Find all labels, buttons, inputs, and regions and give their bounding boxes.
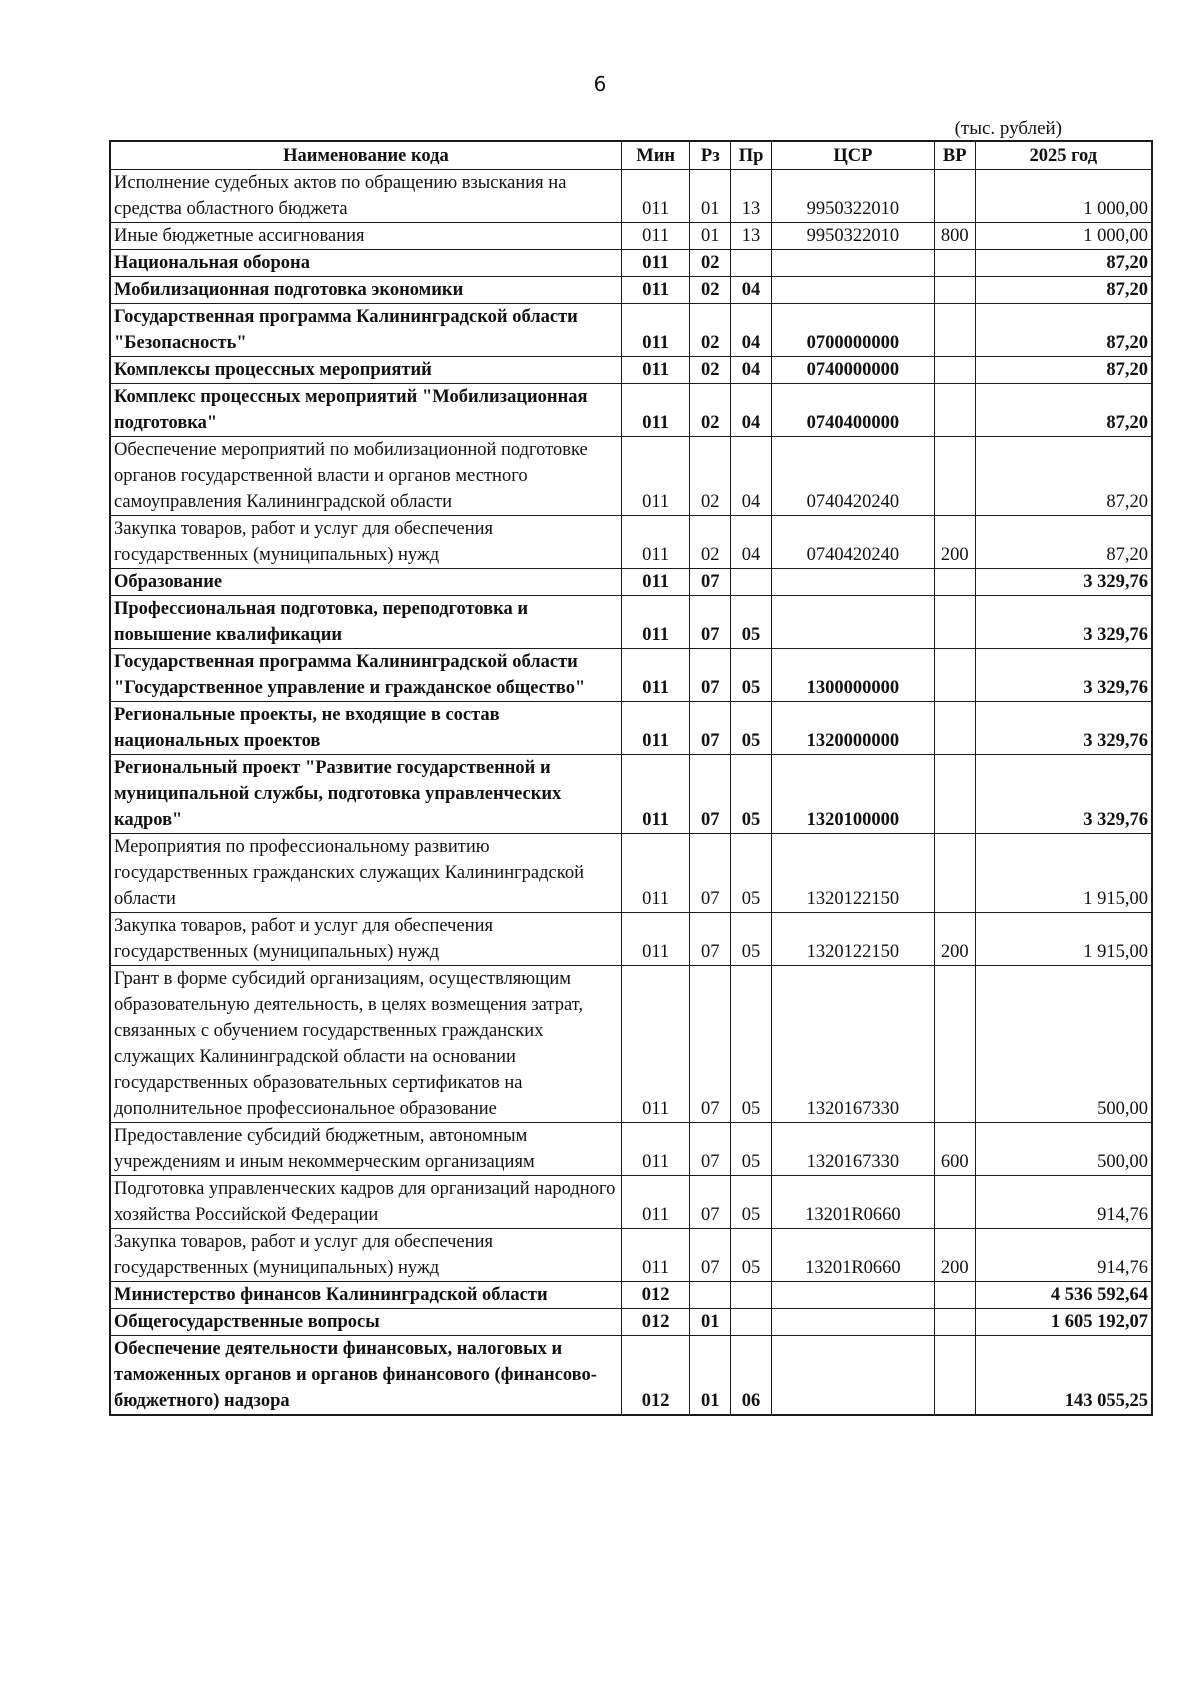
table-row	[110, 1176, 1152, 1229]
row-name-cell: Комплекс процессных мероприятий "Мобилизационная подготовка"	[110, 384, 621, 437]
row-name-cell: Подготовка управленческих кадров для организаций народного хозяйства Российской Федерации	[110, 1176, 621, 1229]
row-csr-cell: 1320167330	[771, 966, 934, 1123]
table-row	[110, 702, 1152, 755]
row-csr-cell: 13201R0660	[771, 1229, 934, 1282]
row-vr-cell: 800	[934, 223, 975, 250]
row-name-cell: Государственная программа Калининградской области "Безопасность"	[110, 304, 621, 357]
row-sum-cell: 3 329,76	[975, 596, 1152, 649]
row-sum-cell: 87,20	[975, 277, 1152, 304]
row-vr-cell	[934, 277, 975, 304]
row-rz-cell: 02	[690, 384, 731, 437]
row-csr-cell: 0740420240	[771, 437, 934, 516]
row-vr-cell	[934, 569, 975, 596]
row-vr-cell	[934, 1282, 975, 1309]
row-rz-cell: 07	[690, 755, 731, 834]
table-header-row	[110, 141, 1152, 170]
row-csr-cell: 0700000000	[771, 304, 934, 357]
row-vr-cell	[934, 596, 975, 649]
row-pr-cell: 05	[731, 913, 772, 966]
row-rz-cell: 07	[690, 1123, 731, 1176]
row-csr-cell	[771, 596, 934, 649]
row-csr-cell	[771, 1309, 934, 1336]
table-row	[110, 170, 1152, 223]
row-rz-cell: 01	[690, 1309, 731, 1336]
table-row	[110, 250, 1152, 277]
row-pr-cell: 05	[731, 834, 772, 913]
row-name-cell: Обеспечение деятельности финансовых, налоговых и таможенных органов и органов финансового (финансово-бюджетного) надзора	[110, 1336, 621, 1416]
row-min-cell: 011	[621, 223, 690, 250]
row-rz-cell: 07	[690, 1229, 731, 1282]
row-pr-cell: 04	[731, 437, 772, 516]
row-min-cell: 011	[621, 596, 690, 649]
row-min-cell: 011	[621, 913, 690, 966]
row-rz-cell: 01	[690, 170, 731, 223]
table-row	[110, 834, 1152, 913]
row-rz-cell: 07	[690, 569, 731, 596]
row-name-cell: Профессиональная подготовка, переподготовка и повышение квалификации	[110, 596, 621, 649]
row-vr-cell	[934, 966, 975, 1123]
row-name-cell: Общегосударственные вопросы	[110, 1309, 621, 1336]
row-sum-cell: 87,20	[975, 437, 1152, 516]
row-rz-cell: 02	[690, 437, 731, 516]
table-row	[110, 516, 1152, 569]
row-min-cell: 011	[621, 250, 690, 277]
row-min-cell: 011	[621, 437, 690, 516]
budget-table	[109, 140, 1153, 1416]
row-name-cell: Комплексы процессных мероприятий	[110, 357, 621, 384]
row-csr-cell	[771, 250, 934, 277]
row-pr-cell: 06	[731, 1336, 772, 1416]
table-row	[110, 277, 1152, 304]
row-pr-cell: 05	[731, 1229, 772, 1282]
row-min-cell: 011	[621, 966, 690, 1123]
table-row	[110, 223, 1152, 250]
row-name-cell: Закупка товаров, работ и услуг для обеспечения государственных (муниципальных) нужд	[110, 516, 621, 569]
row-min-cell: 012	[621, 1282, 690, 1309]
row-min-cell: 011	[621, 1229, 690, 1282]
row-min-cell: 011	[621, 1176, 690, 1229]
row-vr-cell	[934, 170, 975, 223]
table-row	[110, 1282, 1152, 1309]
row-min-cell: 011	[621, 702, 690, 755]
table-row	[110, 913, 1152, 966]
row-rz-cell: 07	[690, 596, 731, 649]
row-csr-cell: 13201R0660	[771, 1176, 934, 1229]
row-min-cell: 011	[621, 170, 690, 223]
row-min-cell: 011	[621, 569, 690, 596]
row-pr-cell: 05	[731, 1176, 772, 1229]
row-csr-cell	[771, 569, 934, 596]
row-name-cell: Грант в форме субсидий организациям, осуществляющим образовательную деятельность, в целях возмещения затрат, связанных с обучением государственных гражданских служащих Калининградской области на основании государственных образовательных сертификатов на дополнительное профессиональное образование	[110, 966, 621, 1123]
row-vr-cell	[934, 384, 975, 437]
row-rz-cell: 07	[690, 1176, 731, 1229]
row-pr-cell: 05	[731, 755, 772, 834]
row-rz-cell: 07	[690, 649, 731, 702]
row-pr-cell	[731, 569, 772, 596]
header-csr: ЦСР	[771, 141, 934, 170]
row-sum-cell: 87,20	[975, 250, 1152, 277]
row-min-cell: 011	[621, 755, 690, 834]
table-row	[110, 1336, 1152, 1416]
row-csr-cell: 1320000000	[771, 702, 934, 755]
row-sum-cell: 914,76	[975, 1229, 1152, 1282]
row-min-cell: 011	[621, 1123, 690, 1176]
row-sum-cell: 914,76	[975, 1176, 1152, 1229]
row-name-cell: Национальная оборона	[110, 250, 621, 277]
row-sum-cell: 4 536 592,64	[975, 1282, 1152, 1309]
row-pr-cell: 05	[731, 596, 772, 649]
header-min: Мин	[621, 141, 690, 170]
row-csr-cell	[771, 277, 934, 304]
row-name-cell: Мероприятия по профессиональному развитию государственных гражданских служащих Калининградской области	[110, 834, 621, 913]
table-row	[110, 1123, 1152, 1176]
row-csr-cell: 1320122150	[771, 913, 934, 966]
table-row	[110, 437, 1152, 516]
header-vr: ВР	[934, 141, 975, 170]
row-pr-cell: 05	[731, 966, 772, 1123]
row-pr-cell: 04	[731, 277, 772, 304]
row-pr-cell	[731, 1282, 772, 1309]
row-pr-cell: 05	[731, 649, 772, 702]
row-name-cell: Обеспечение мероприятий по мобилизационной подготовке органов государственной власти и органов местного самоуправления Калининградской области	[110, 437, 621, 516]
row-csr-cell: 1320167330	[771, 1123, 934, 1176]
table-row	[110, 357, 1152, 384]
row-min-cell: 012	[621, 1309, 690, 1336]
row-name-cell: Министерство финансов Калининградской области	[110, 1282, 621, 1309]
row-rz-cell: 07	[690, 702, 731, 755]
table-row	[110, 304, 1152, 357]
row-name-cell: Мобилизационная подготовка экономики	[110, 277, 621, 304]
row-csr-cell: 1320122150	[771, 834, 934, 913]
row-vr-cell: 200	[934, 1229, 975, 1282]
row-csr-cell: 9950322010	[771, 170, 934, 223]
row-csr-cell: 1300000000	[771, 649, 934, 702]
row-sum-cell: 87,20	[975, 357, 1152, 384]
row-csr-cell	[771, 1282, 934, 1309]
row-sum-cell: 1 605 192,07	[975, 1309, 1152, 1336]
header-name: Наименование кода	[110, 141, 621, 170]
row-name-cell: Закупка товаров, работ и услуг для обеспечения государственных (муниципальных) нужд	[110, 1229, 621, 1282]
table-row	[110, 966, 1152, 1123]
row-vr-cell	[934, 357, 975, 384]
row-sum-cell: 143 055,25	[975, 1336, 1152, 1416]
row-name-cell: Закупка товаров, работ и услуг для обеспечения государственных (муниципальных) нужд	[110, 913, 621, 966]
row-csr-cell	[771, 1336, 934, 1416]
row-min-cell: 011	[621, 384, 690, 437]
row-name-cell: Иные бюджетные ассигнования	[110, 223, 621, 250]
row-vr-cell	[934, 1176, 975, 1229]
row-pr-cell: 13	[731, 170, 772, 223]
row-sum-cell: 87,20	[975, 384, 1152, 437]
row-min-cell: 011	[621, 516, 690, 569]
row-min-cell: 011	[621, 357, 690, 384]
row-rz-cell: 01	[690, 223, 731, 250]
row-vr-cell	[934, 304, 975, 357]
row-sum-cell: 1 000,00	[975, 223, 1152, 250]
row-csr-cell: 1320100000	[771, 755, 934, 834]
row-csr-cell: 9950322010	[771, 223, 934, 250]
row-sum-cell: 1 915,00	[975, 913, 1152, 966]
row-vr-cell	[934, 437, 975, 516]
row-name-cell: Региональные проекты, не входящие в состав национальных проектов	[110, 702, 621, 755]
table-row	[110, 1309, 1152, 1336]
row-vr-cell	[934, 702, 975, 755]
row-rz-cell: 02	[690, 277, 731, 304]
row-vr-cell	[934, 1336, 975, 1416]
row-vr-cell	[934, 649, 975, 702]
row-name-cell: Образование	[110, 569, 621, 596]
row-rz-cell: 02	[690, 250, 731, 277]
row-pr-cell: 13	[731, 223, 772, 250]
row-vr-cell	[934, 1309, 975, 1336]
row-vr-cell: 200	[934, 516, 975, 569]
table-row	[110, 1229, 1152, 1282]
header-sum: 2025 год	[975, 141, 1152, 170]
row-sum-cell: 87,20	[975, 516, 1152, 569]
row-sum-cell: 87,20	[975, 304, 1152, 357]
row-rz-cell: 07	[690, 913, 731, 966]
table-row	[110, 384, 1152, 437]
row-name-cell: Предоставление субсидий бюджетным, автономным учреждениям и иным некоммерческим организациям	[110, 1123, 621, 1176]
row-sum-cell: 3 329,76	[975, 649, 1152, 702]
row-rz-cell: 07	[690, 966, 731, 1123]
row-sum-cell: 3 329,76	[975, 755, 1152, 834]
row-pr-cell	[731, 250, 772, 277]
table-row	[110, 755, 1152, 834]
row-pr-cell: 05	[731, 702, 772, 755]
row-sum-cell: 500,00	[975, 1123, 1152, 1176]
row-sum-cell: 3 329,76	[975, 569, 1152, 596]
row-pr-cell: 04	[731, 357, 772, 384]
row-vr-cell: 600	[934, 1123, 975, 1176]
row-rz-cell	[690, 1282, 731, 1309]
row-rz-cell: 07	[690, 834, 731, 913]
row-sum-cell: 1 000,00	[975, 170, 1152, 223]
row-min-cell: 011	[621, 834, 690, 913]
table-row	[110, 596, 1152, 649]
header-pr: Пр	[731, 141, 772, 170]
units-note: (тыс. рублей)	[954, 118, 1062, 139]
row-min-cell: 012	[621, 1336, 690, 1416]
row-sum-cell: 500,00	[975, 966, 1152, 1123]
page-number: 6	[593, 72, 607, 96]
row-min-cell: 011	[621, 304, 690, 357]
row-name-cell: Исполнение судебных актов по обращению взыскания на средства областного бюджета	[110, 170, 621, 223]
row-pr-cell: 04	[731, 304, 772, 357]
row-sum-cell: 1 915,00	[975, 834, 1152, 913]
row-name-cell: Государственная программа Калининградской области "Государственное управление и гражданское общество"	[110, 649, 621, 702]
row-vr-cell: 200	[934, 913, 975, 966]
row-pr-cell: 04	[731, 384, 772, 437]
row-sum-cell: 3 329,76	[975, 702, 1152, 755]
table-row	[110, 649, 1152, 702]
row-vr-cell	[934, 834, 975, 913]
row-pr-cell: 04	[731, 516, 772, 569]
table-row	[110, 569, 1152, 596]
row-rz-cell: 02	[690, 304, 731, 357]
row-csr-cell: 0740400000	[771, 384, 934, 437]
row-min-cell: 011	[621, 649, 690, 702]
header-rz: Рз	[690, 141, 731, 170]
row-name-cell: Региональный проект "Развитие государственной и муниципальной службы, подготовка управленческих кадров"	[110, 755, 621, 834]
row-rz-cell: 02	[690, 357, 731, 384]
row-vr-cell	[934, 755, 975, 834]
row-pr-cell: 05	[731, 1123, 772, 1176]
row-csr-cell: 0740420240	[771, 516, 934, 569]
row-pr-cell	[731, 1309, 772, 1336]
row-csr-cell: 0740000000	[771, 357, 934, 384]
row-vr-cell	[934, 250, 975, 277]
row-min-cell: 011	[621, 277, 690, 304]
row-rz-cell: 01	[690, 1336, 731, 1416]
row-rz-cell: 02	[690, 516, 731, 569]
